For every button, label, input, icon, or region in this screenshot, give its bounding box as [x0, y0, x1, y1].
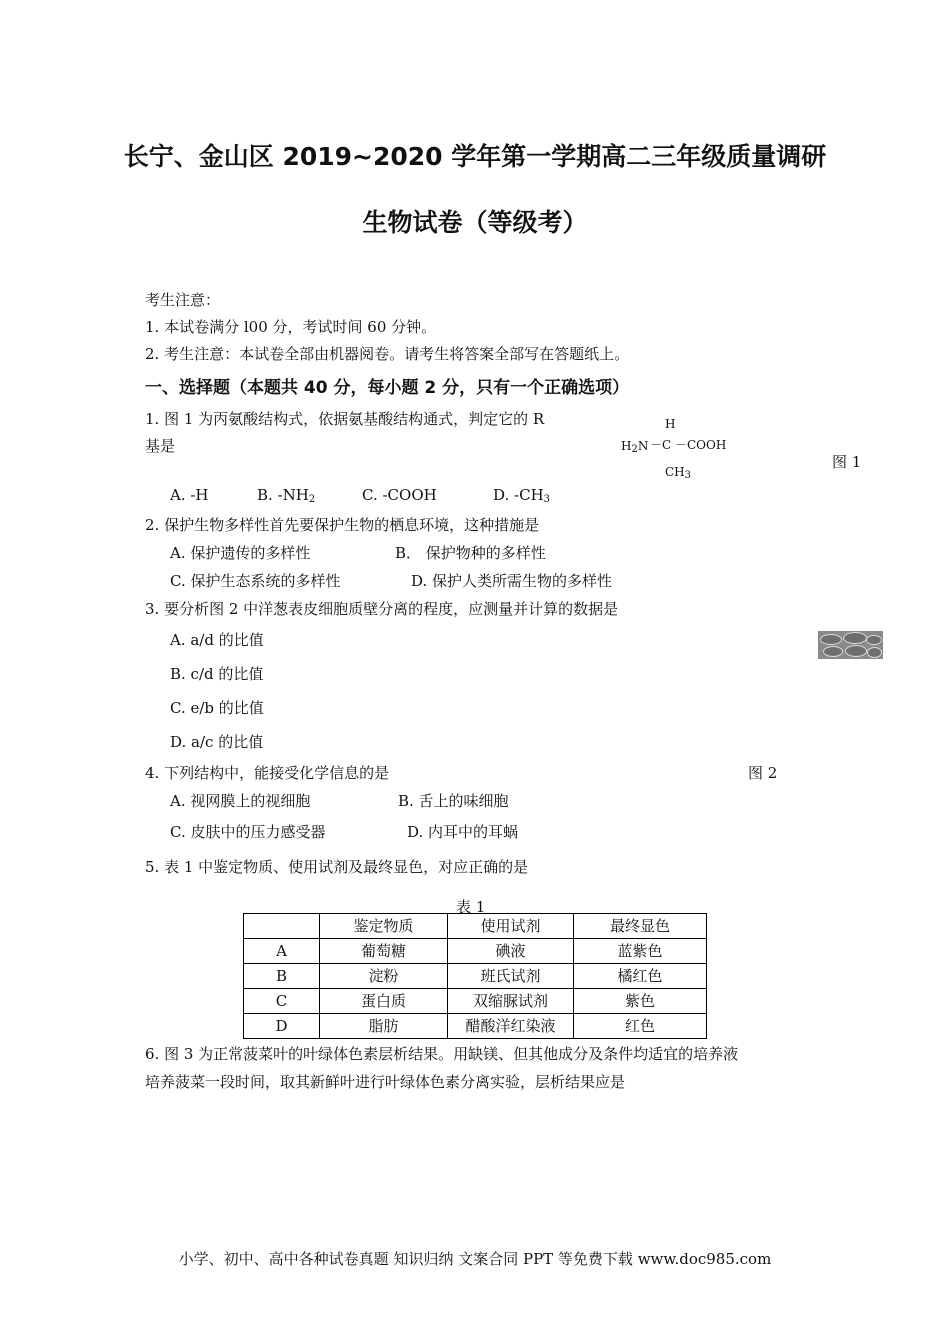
- table-header-cell: 使用试剂: [448, 914, 574, 939]
- table-header-cell: 鉴定物质: [320, 914, 448, 939]
- table-cell: D: [244, 1014, 320, 1039]
- q3-option-c: C. e/b 的比值: [170, 699, 264, 717]
- q1-stem-line2: 基是: [145, 437, 176, 455]
- table-cell: C: [244, 989, 320, 1014]
- table-cell: 碘液: [448, 939, 574, 964]
- q6-stem-line2: 培养菠菜一段时间，取其新鲜叶进行叶绿体色素分离实验，层析结果应是: [145, 1073, 626, 1091]
- page-title: 长宁、金山区 2019~2020 学年第一学期高二三年级质量调研: [123, 142, 827, 171]
- formula-bottom: $CH_3$: [665, 465, 692, 481]
- q1-option-a: A. -H: [170, 486, 209, 504]
- table-cell: 橘红色: [574, 964, 707, 989]
- q3-option-b: B. c/d 的比值: [170, 665, 264, 683]
- formula-top: H: [665, 417, 676, 431]
- formula-left: $H_2N$: [621, 439, 649, 455]
- table-cell: 班氏试剂: [448, 964, 574, 989]
- q5-stem: 5. 表 1 中鉴定物质、使用试剂及最终显色，对应正确的是: [145, 858, 529, 876]
- table-cell: 脂肪: [320, 1014, 448, 1039]
- page-subtitle: 生物试卷（等级考）: [362, 208, 588, 237]
- table-row: [244, 939, 707, 964]
- onion-cell-image: [818, 631, 883, 659]
- q3-option-a: A. a/d 的比值: [170, 631, 264, 649]
- table-row: [244, 1014, 707, 1039]
- figure-1-label: 图 1: [832, 453, 862, 471]
- notice-item-1: 1. 本试卷满分 l00 分，考试时间 60 分钟。: [145, 318, 437, 336]
- notice-item-2: 2. 考生注意：本试卷全部由机器阅卷。请考生将答案全部写在答题纸上。: [145, 345, 630, 363]
- q4-option-c: C. 皮肤中的压力感受器: [170, 823, 326, 841]
- section-heading: 一、选择题（本题共 40 分，每小题 2 分，只有一个正确选项）: [145, 378, 630, 398]
- table-row: [244, 964, 707, 989]
- q1-option-d: D. $-CH_3$: [493, 486, 551, 505]
- table-cell: 双缩脲试剂: [448, 989, 574, 1014]
- table-cell: 紫色: [574, 989, 707, 1014]
- q1-option-c: C. -COOH: [362, 486, 437, 504]
- q2-option-b: B． 保护物种的多样性: [395, 544, 546, 562]
- q2-option-c: C. 保护生态系统的多样性: [170, 572, 341, 590]
- table-cell: A: [244, 939, 320, 964]
- figure-2-label: 图 2: [748, 764, 778, 782]
- q2-option-d: D. 保护人类所需生物的多样性: [411, 572, 613, 590]
- q1-option-b: B. $-NH_2$: [257, 486, 316, 505]
- q3-stem: 3. 要分析图 2 中洋葱表皮细胞质壁分离的程度，应测量并计算的数据是: [145, 600, 619, 618]
- table-header-cell: 最终显色: [574, 914, 707, 939]
- q4-option-a: A. 视网膜上的视细胞: [170, 792, 311, 810]
- q4-option-d: D. 内耳中的耳蜗: [407, 823, 519, 841]
- table-cell: 葡萄糖: [320, 939, 448, 964]
- q1-stem-line1: 1. 图 1 为丙氨酸结构式，依据氨基酸结构通式，判定它的 R: [145, 410, 545, 428]
- q6-stem-line1: 6. 图 3 为正常菠菜叶的叶绿体色素层析结果。用缺镁、但其他成分及条件均适宜的培养液: [145, 1045, 739, 1063]
- q2-stem: 2. 保护生物多样性首先要保护生物的栖息环境，这种措施是: [145, 516, 540, 534]
- table-cell: 蛋白质: [320, 989, 448, 1014]
- table-row: [244, 989, 707, 1014]
- formula-middle: －C －COOH: [650, 438, 727, 452]
- q2-option-a: A. 保护遗传的多样性: [170, 544, 311, 562]
- table-cell: 蓝紫色: [574, 939, 707, 964]
- table-header-cell: [244, 914, 320, 939]
- page-footer: 小学、初中、高中各种试卷真题 知识归纳 文案合同 PPT 等免费下载 www.doc985.com: [178, 1250, 772, 1268]
- table-cell: 淀粉: [320, 964, 448, 989]
- table-header-row: [244, 914, 707, 939]
- reagent-table: [243, 913, 707, 1039]
- table-caption: 表 1: [456, 898, 486, 916]
- q4-stem: 4. 下列结构中，能接受化学信息的是: [145, 764, 390, 782]
- table-cell: 红色: [574, 1014, 707, 1039]
- table-cell: B: [244, 964, 320, 989]
- q4-option-b: B. 舌上的味细胞: [398, 792, 509, 810]
- table-cell: 醋酸洋红染液: [448, 1014, 574, 1039]
- notice-heading: 考生注意：: [145, 291, 221, 309]
- q3-option-d: D. a/c 的比值: [170, 733, 264, 751]
